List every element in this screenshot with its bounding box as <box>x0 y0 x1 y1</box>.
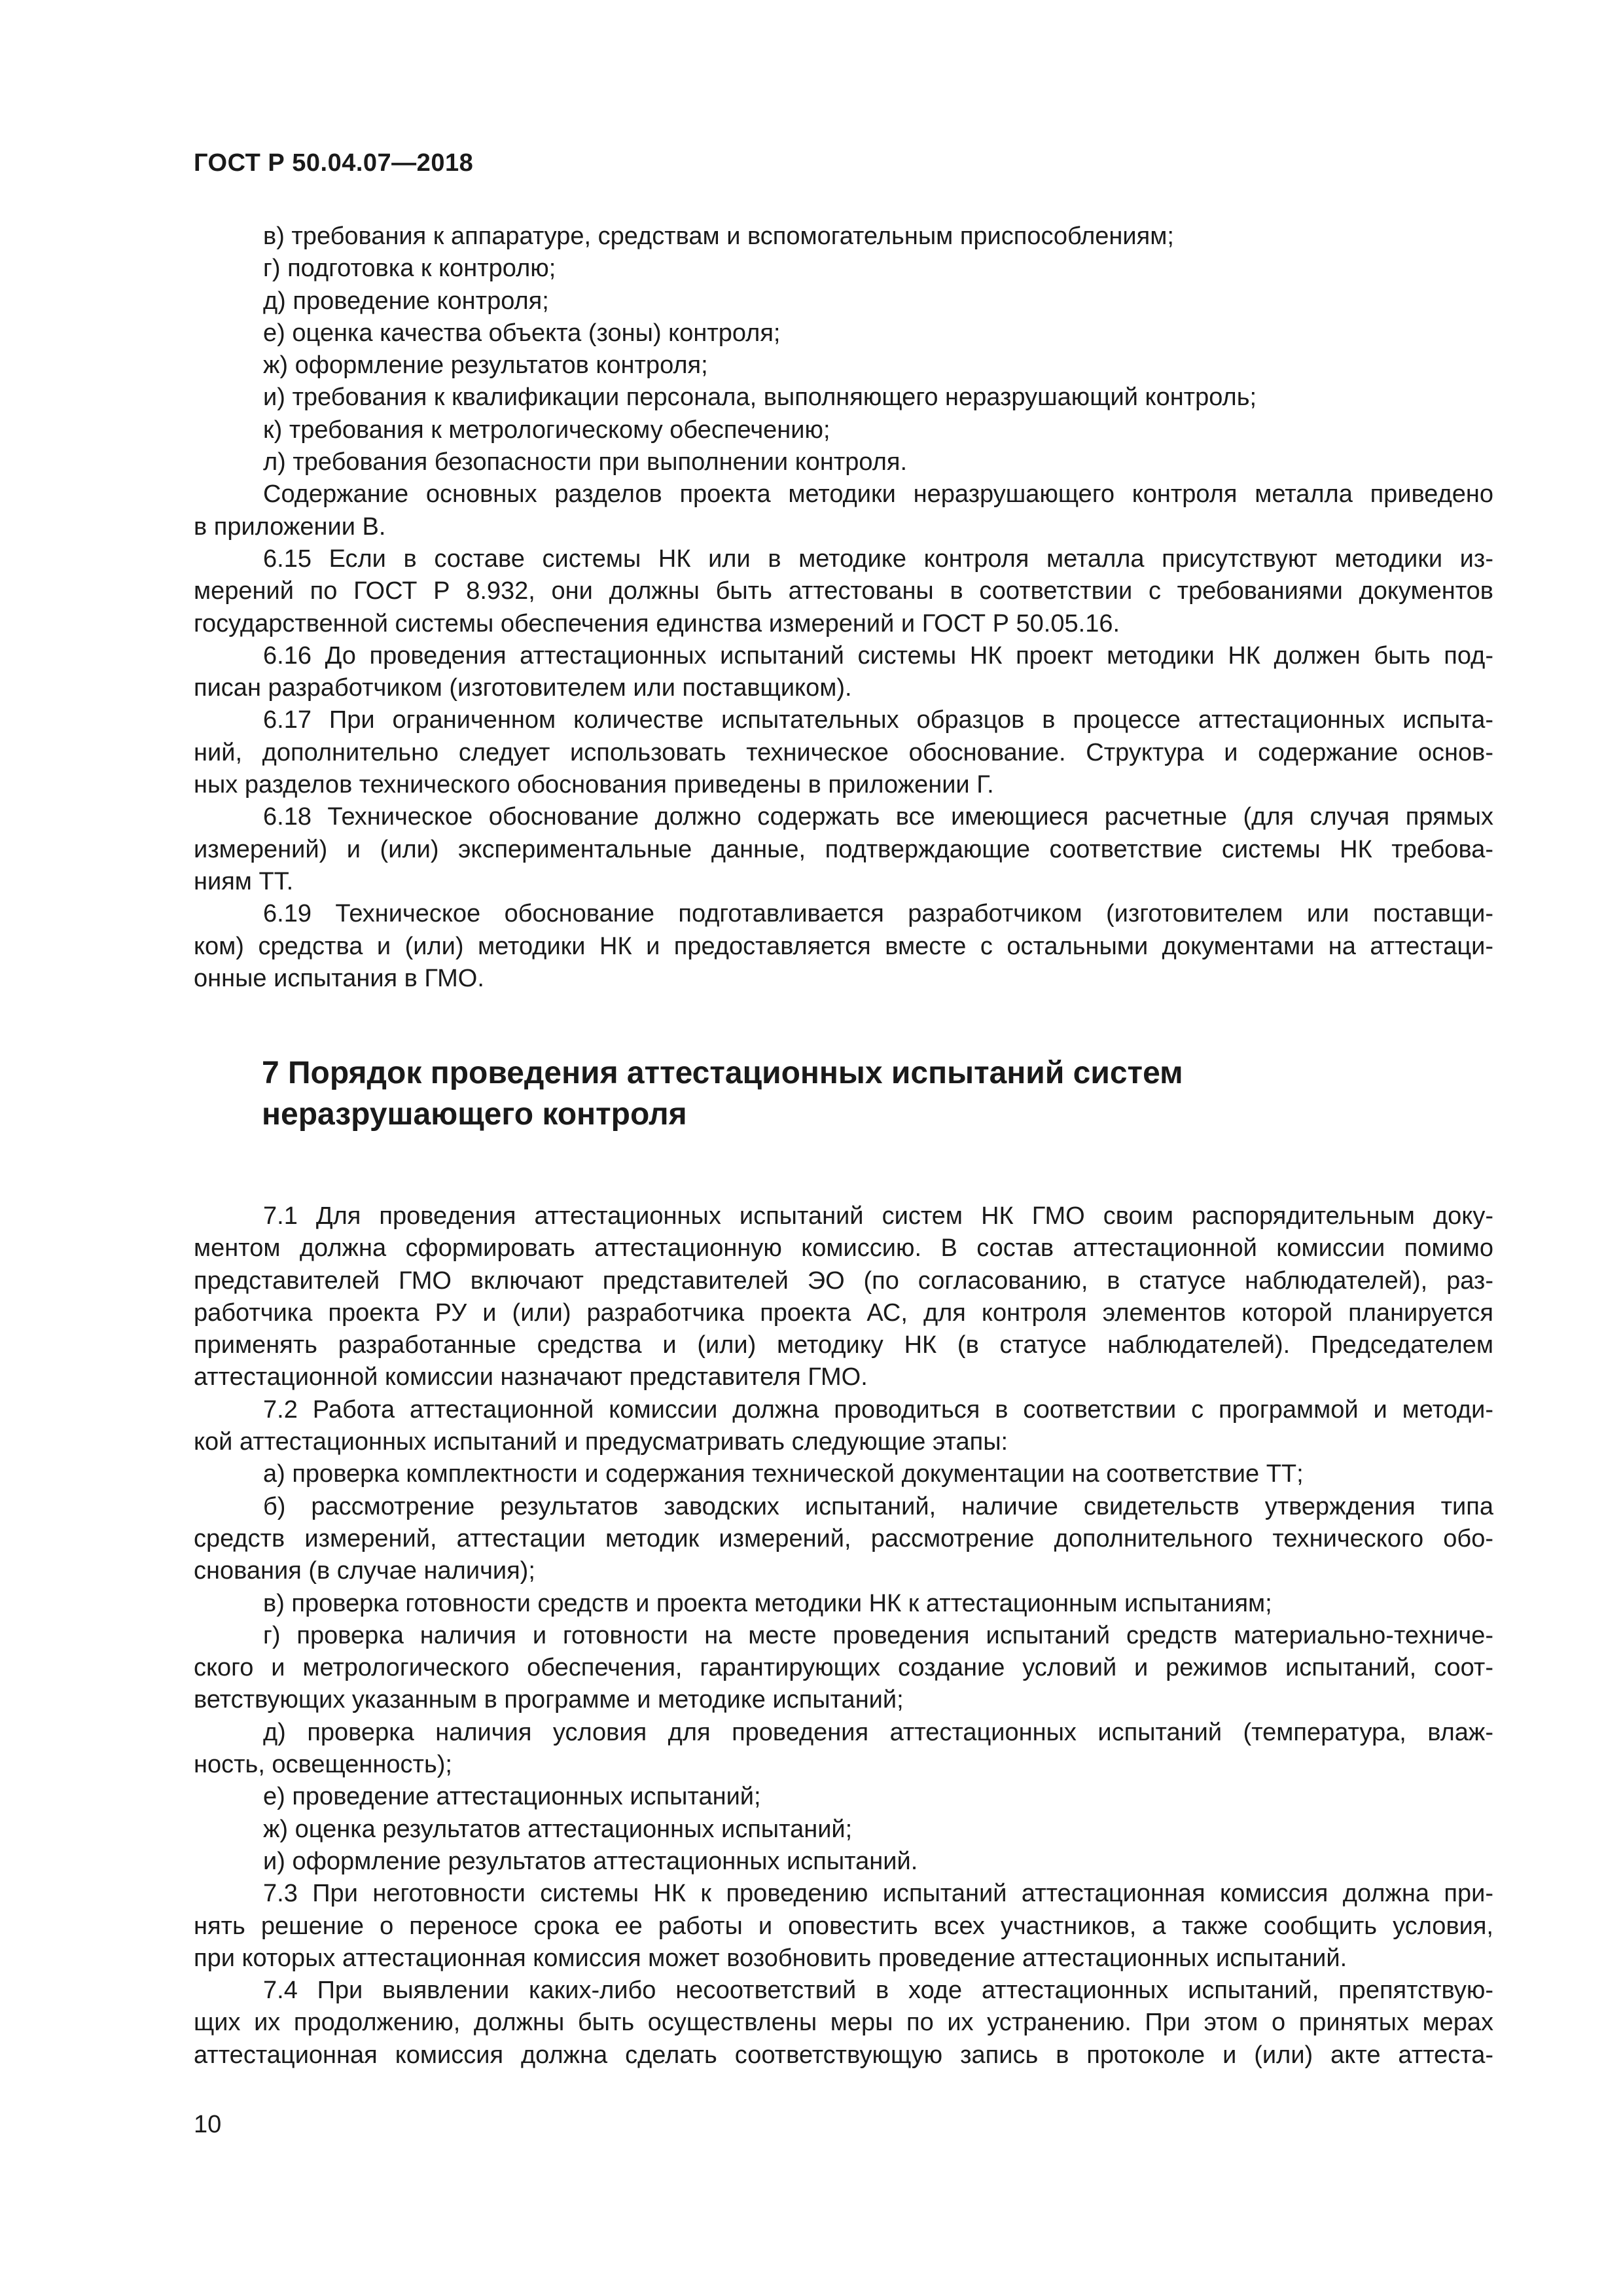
list-item: ж) оформление результатов контроля; <box>263 351 708 380</box>
clause-6-18-line: измерений) и (или) экспериментальные данные, подтверждающие соответствие системы НК требова- <box>194 835 1493 863</box>
section-heading-line: неразрушающего контроля <box>262 1097 687 1132</box>
clause-6-16-line: 6.16 До проведения аттестационных испытаний системы НК проект методики НК должен быть под- <box>263 641 1493 670</box>
list-item: л) требования безопасности при выполнении контроля. <box>263 448 908 476</box>
list-item: д) проведение контроля; <box>263 287 549 315</box>
body-text-block-1 <box>194 221 1493 995</box>
clause-6-17-line: 6.17 При ограниченном количестве испытательных образцов в процессе аттестационных испыта- <box>263 706 1493 734</box>
clause-7-1-line: представителей ГМО включают представителей ЭО (по согласованию, в статусе наблюдателей), раз- <box>194 1266 1493 1295</box>
list-item: е) оценка качества объекта (зоны) контроля; <box>263 319 781 347</box>
list-item: а) проверка комплектности и содержания технической документации на соответствие ТТ; <box>263 1460 1304 1488</box>
clause-7-4-line: аттестационная комиссия должна сделать соответствующую запись в протоколе и (или) акте аттеста- <box>194 2041 1493 2069</box>
clause-6-19-line: 6.19 Техническое обоснование подготавливается разработчиком (изготовителем или поставщи- <box>263 900 1493 928</box>
clause-6-18-line: ниям ТТ. <box>194 867 294 895</box>
list-item: и) оформление результатов аттестационных испытаний. <box>263 1847 918 1875</box>
list-item: г) подготовка к контролю; <box>263 255 556 283</box>
list-item: средств измерений, аттестации методик измерений, рассмотрение дополнительного технического обо- <box>194 1524 1493 1552</box>
clause-6-15-line: 6.15 Если в составе системы НК или в методике контроля металла присутствуют методики из- <box>263 545 1493 573</box>
list-item: в) требования к аппаратуре, средствам и вспомогательным приспособлениям; <box>263 223 1174 250</box>
section-heading-line: 7 Порядок проведения аттестационных испытаний систем <box>262 1056 1183 1090</box>
list-item: снования (в случае наличия); <box>194 1557 535 1585</box>
clause-7-3-line: 7.3 При неготовности системы НК к проведению испытаний аттестационная комиссия должна при- <box>263 1880 1493 1908</box>
clause-6-19-line: ком) средства и (или) методики НК и предоставляется вместе с остальными документами на аттестаци- <box>194 932 1493 960</box>
text-line: Содержание основных разделов проекта методики неразрушающего контроля металла приведено <box>263 480 1493 509</box>
clause-6-17-line: ний, дополнительно следует использовать техническое обоснование. Структура и содержание основ- <box>194 738 1493 766</box>
clause-7-2-line: кой аттестационных испытаний и предусматривать следующие этапы: <box>194 1428 1008 1456</box>
list-item: ского и метрологического обеспечения, гарантирующих создание условий и режимов испытаний, соот- <box>194 1654 1493 1682</box>
list-item: к) требования к метрологическому обеспечению; <box>263 416 830 444</box>
clause-6-15-line: мерений по ГОСТ Р 8.932, они должны быть аттестованы в соответствии с требованиями документов <box>194 577 1493 605</box>
list-item: и) требования к квалификации персонала, выполняющего неразрушающий контроль; <box>263 384 1257 412</box>
clause-7-3-line: при которых аттестационная комиссия может возобновить проведение аттестационных испытаний. <box>194 1944 1347 1972</box>
clause-7-4-line: щих их продолжению, должны быть осуществлены меры по их устранению. При этом о принятых мерах <box>194 2009 1493 2037</box>
clause-7-1-line: применять разработанные средства и (или) методику НК (в статусе наблюдателей). Председателем <box>194 1331 1493 1359</box>
clause-7-1-line: работчика проекта РУ и (или) разработчика проекта АС, для контроля элементов которой планируется <box>194 1299 1493 1327</box>
section-7-heading <box>262 1052 1183 1135</box>
clause-7-3-line: нять решение о переносе срока ее работы и оповестить всех участников, а также сообщить условия, <box>194 1912 1493 1940</box>
page-number: 10 <box>194 2111 222 2138</box>
document-code-header: ГОСТ Р 50.04.07—2018 <box>194 149 474 177</box>
list-item: д) проверка наличия условия для проведения аттестационных испытаний (температура, влаж- <box>263 1718 1493 1746</box>
clause-6-18-line: 6.18 Техническое обоснование должно содержать все имеющиеся расчетные (для случая прямых <box>263 803 1493 831</box>
list-item: б) рассмотрение результатов заводских испытаний, наличие свидетельств утверждения типа <box>263 1492 1493 1520</box>
text-line: в приложении В. <box>194 512 386 541</box>
list-item: ж) оценка результатов аттестационных испытаний; <box>263 1815 853 1843</box>
clause-7-4-line: 7.4 При выявлении каких-либо несоответствий в ходе аттестационных испытаний, препятствую- <box>263 1977 1493 2005</box>
clause-7-1-line: 7.1 Для проведения аттестационных испытаний систем НК ГМО своим распорядительным доку- <box>263 1202 1493 1230</box>
clause-7-2-line: 7.2 Работа аттестационной комиссии должна проводиться в соответствии с программой и методи- <box>263 1395 1493 1424</box>
clause-7-1-line: аттестационной комиссии назначают представителя ГМО. <box>194 1363 868 1391</box>
list-item: е) проведение аттестационных испытаний; <box>263 1783 761 1811</box>
list-item: в) проверка готовности средств и проекта методики НК к аттестационным испытаниям; <box>263 1589 1272 1617</box>
list-item: ность, освещенность); <box>194 1751 452 1779</box>
body-text-block-2 <box>194 1200 1493 2072</box>
clause-6-15-line: государственной системы обеспечения единства измерений и ГОСТ Р 50.05.16. <box>194 609 1120 637</box>
list-item: г) проверка наличия и готовности на месте проведения испытаний средств материально-техниче- <box>263 1621 1493 1649</box>
clause-6-17-line: ных разделов технического обоснования приведены в приложении Г. <box>194 771 994 799</box>
clause-6-19-line: онные испытания в ГМО. <box>194 964 484 992</box>
list-item: ветствующих указанным в программе и методике испытаний; <box>194 1686 904 1714</box>
clause-6-16-line: писан разработчиком (изготовителем или поставщиком). <box>194 674 852 702</box>
clause-7-1-line: ментом должна сформировать аттестационную комиссию. В состав аттестационной комиссии помимо <box>194 1234 1493 1263</box>
